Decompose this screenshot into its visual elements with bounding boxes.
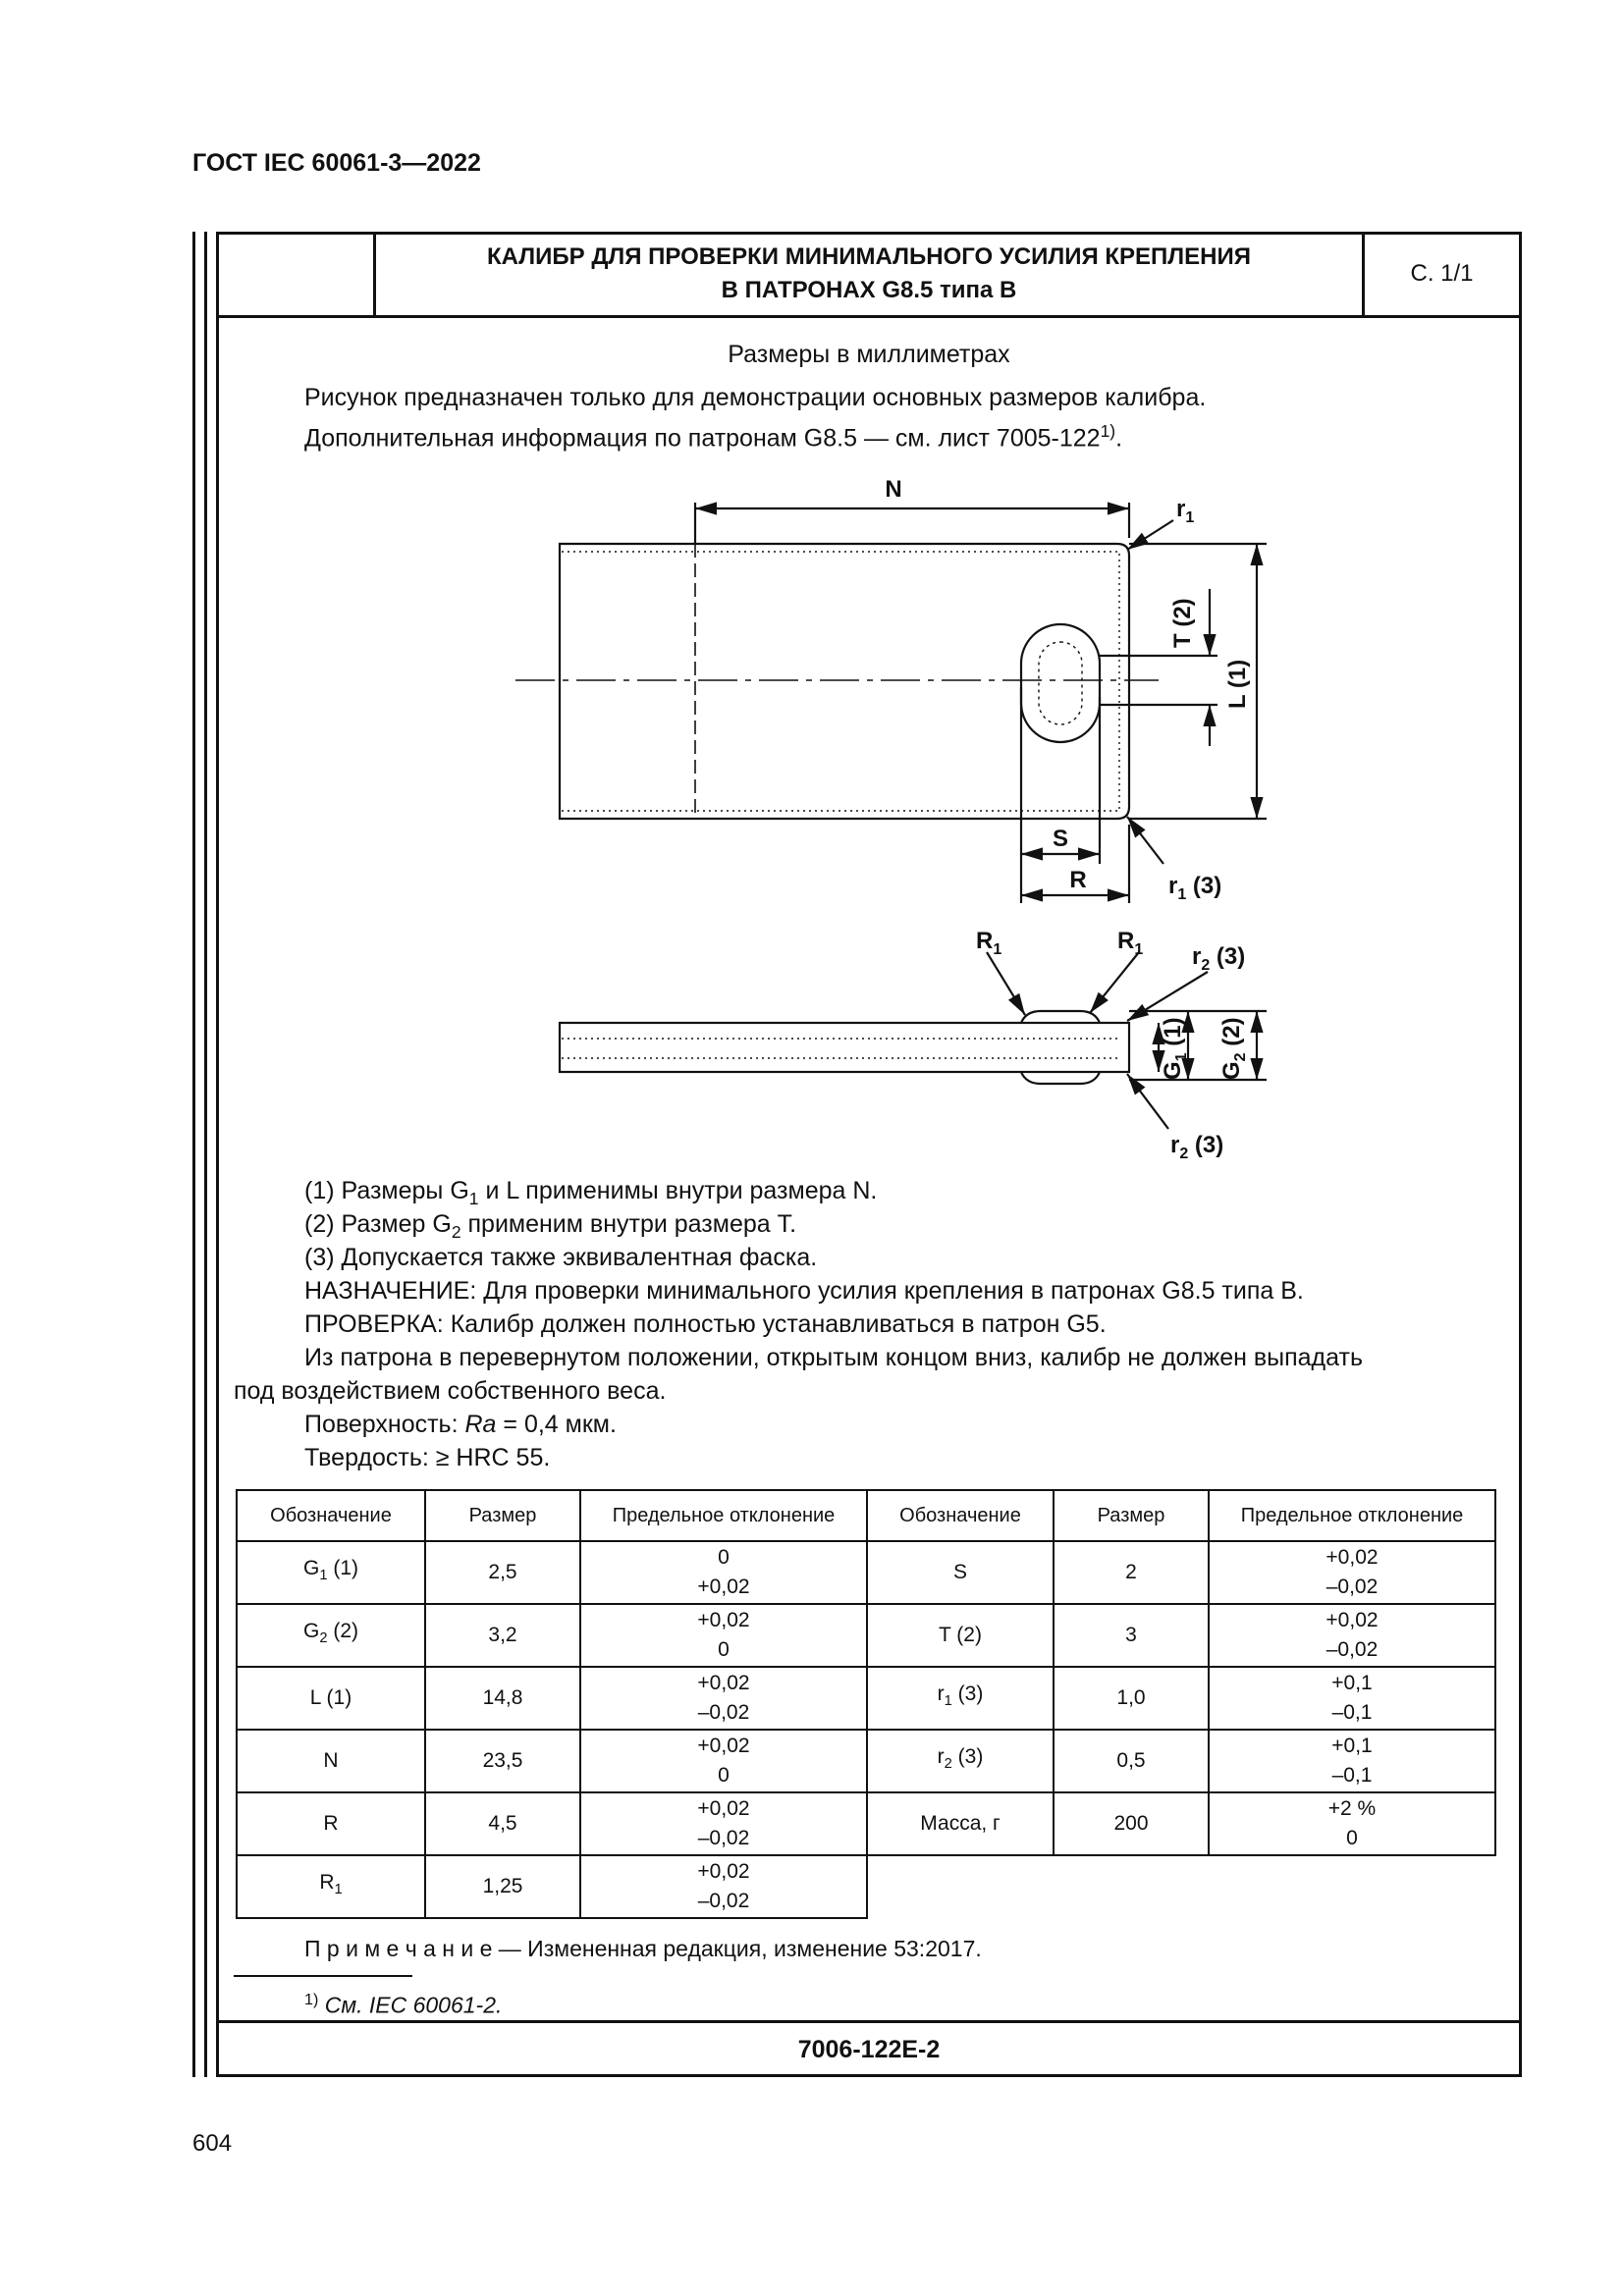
document-standard-header: ГОСТ IEC 60061-3—2022 bbox=[192, 149, 481, 177]
drop-text-2: под воздействием собственного веса. bbox=[234, 1377, 667, 1405]
check-text: ПРОВЕРКА: Калибр должен полностью устанавливаться в патрон G5. bbox=[304, 1310, 1107, 1338]
table-row: R 4,5 +0,02 –0,02 Масса, г 200 +2 % 0 bbox=[237, 1792, 1495, 1855]
dim-label-R: R bbox=[1069, 867, 1087, 893]
note-2: (2) Размер $G_2$ применим внутри размера T. bbox=[304, 1210, 797, 1242]
sheet-title: КАЛИБР ДЛЯ ПРОВЕРКИ МИНИМАЛЬНОГО УСИЛИЯ КРЕПЛЕНИЯ В ПАТРОНАХ G8.5 типа B bbox=[373, 232, 1365, 318]
dim-label-G2: $G_2$ (2) bbox=[1218, 1017, 1249, 1080]
dim-label-L1: L (1) bbox=[1224, 659, 1251, 709]
table-row: L (1) 14,8 +0,02 –0,02 $r_1$ (3) 1,0 +0,1 –0,1 bbox=[237, 1667, 1495, 1730]
sheet-code: 7006-122E-2 bbox=[216, 2020, 1522, 2077]
slot-inner bbox=[1039, 642, 1082, 724]
surface-text: Поверхность: Ra = 0,4 мкм. bbox=[304, 1411, 617, 1438]
footnote-1: $^{1)}$ См. IEC 60061-2. bbox=[304, 1991, 503, 2018]
hardness-text: Твердость: ≥ HRC 55. bbox=[304, 1444, 551, 1471]
dim-label-N: N bbox=[885, 476, 902, 503]
purpose-text: НАЗНАЧЕНИЕ: Для проверки минимального усилия крепления в патронах G8.5 типа B. bbox=[304, 1277, 1304, 1305]
units-note: Размеры в миллиметрах bbox=[728, 341, 1010, 368]
table-row: N 23,5 +0,02 0 $r_2$ (3) 0,5 +0,1 –0,1 bbox=[237, 1730, 1495, 1792]
note-1: (1) Размеры $G_1$ и L применимы внутри размера N. bbox=[304, 1177, 878, 1208]
col-header: Предельное отклонение bbox=[580, 1490, 867, 1541]
dim-label-r2-top: $r_2$ (3) bbox=[1192, 943, 1246, 974]
dimension-table bbox=[236, 1489, 1496, 1919]
dim-label-r1-top: $r_1$ bbox=[1176, 496, 1195, 526]
col-header: Размер bbox=[1054, 1490, 1209, 1541]
drop-text-1: Из патрона в перевернутом положении, открытым концом вниз, калибр не должен выпадать bbox=[304, 1344, 1363, 1371]
intro-line-2: Дополнительная информация по патронам G8.5 — см. лист 7005-122$^{1)}$. bbox=[304, 421, 1123, 453]
page-number: 604 bbox=[192, 2130, 233, 2157]
note-amendment: П р и м е ч а н и е — Измененная редакция, изменение 53:2017. bbox=[304, 1936, 982, 1961]
note-3: (3) Допускается также эквивалентная фаска. bbox=[304, 1244, 818, 1271]
table-header-row bbox=[237, 1490, 1495, 1541]
intro-line-1: Рисунок предназначен только для демонстрации основных размеров калибра. bbox=[304, 384, 1207, 411]
sheet-number: С. 1/1 bbox=[1362, 232, 1522, 318]
dim-label-T2: T (2) bbox=[1169, 598, 1196, 648]
dim-label-r2-bottom: $r_2$ (3) bbox=[1170, 1132, 1224, 1162]
col-header: Обозначение bbox=[867, 1490, 1054, 1541]
dim-label-S: S bbox=[1052, 826, 1069, 852]
gauge-side-view-outline bbox=[560, 1023, 1129, 1072]
dim-label-G1: $G_1$ (1) bbox=[1160, 1017, 1190, 1080]
dim-label-R1-right: $R_1$ bbox=[1117, 928, 1144, 958]
footnote-divider bbox=[234, 1975, 412, 1977]
table-row: $G_2$ (2) 3,2 +0,02 0 T (2) 3 +0,02 –0,02 bbox=[237, 1604, 1495, 1667]
col-header: Обозначение bbox=[237, 1490, 425, 1541]
table-row: $R_1$ 1,25 +0,02 –0,02 bbox=[237, 1855, 1495, 1918]
col-header: Предельное отклонение bbox=[1209, 1490, 1495, 1541]
dim-label-r1-3: $r_1$ (3) bbox=[1168, 873, 1222, 903]
table-row: $G_1$ (1) 2,5 0 +0,02 S 2 +0,02 –0,02 bbox=[237, 1541, 1495, 1604]
col-header: Размер bbox=[425, 1490, 580, 1541]
gauge-top-view-outline bbox=[560, 544, 1129, 819]
dim-label-R1-left: $R_1$ bbox=[976, 928, 1002, 958]
